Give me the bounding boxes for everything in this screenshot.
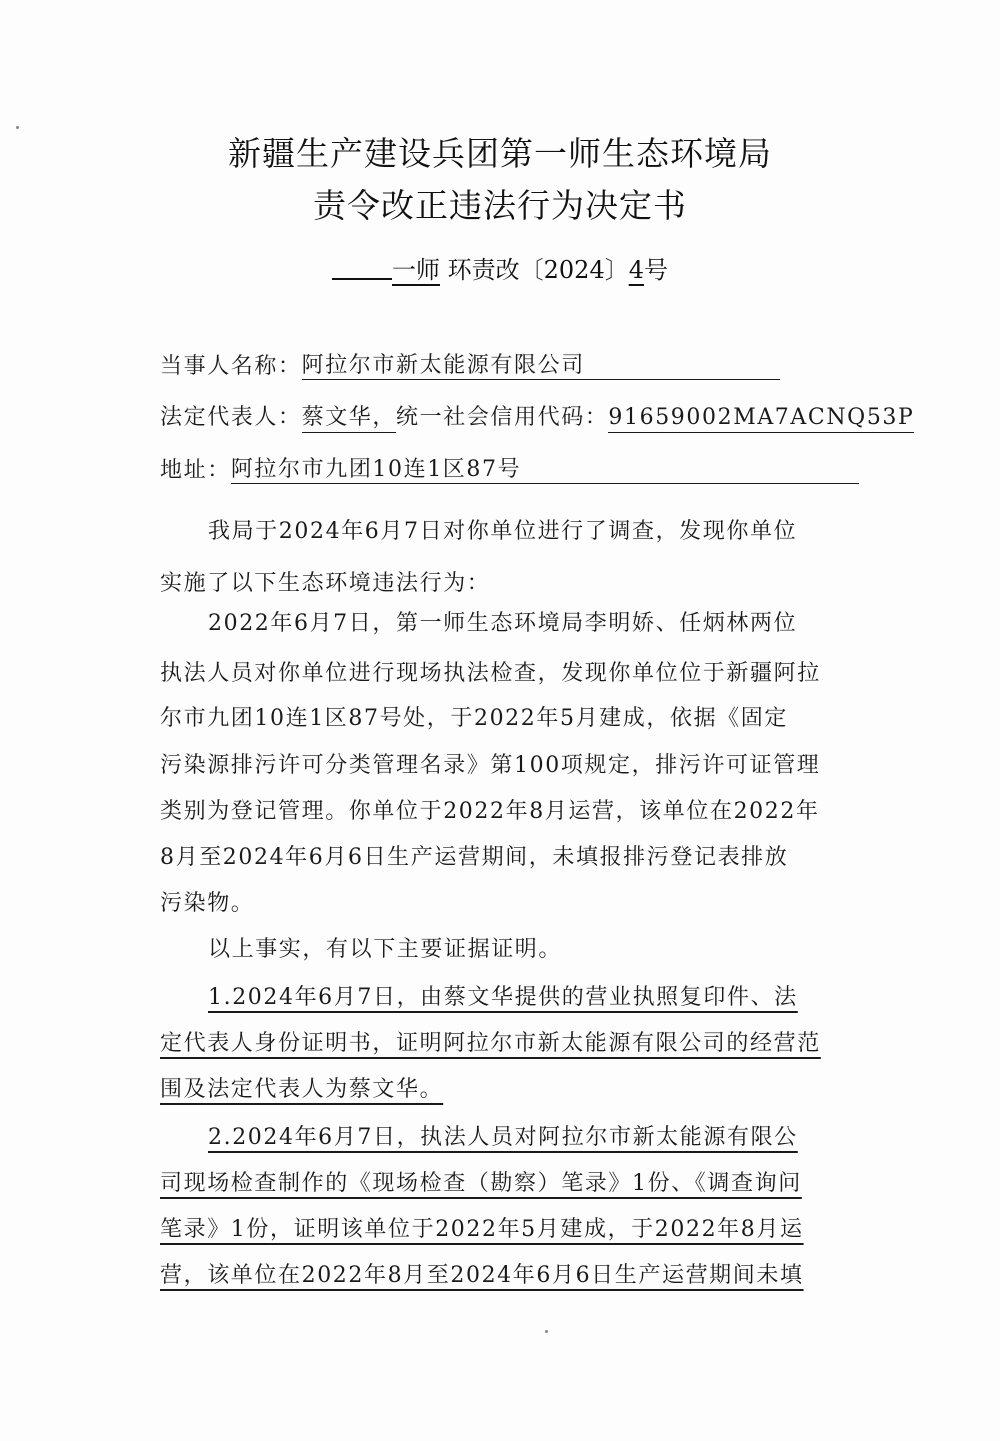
evidence-text: 司现场检查制作的《现场检查（勘察）笔录》1份、《调查询问 <box>160 1171 802 1196</box>
scan-speck <box>545 1330 548 1333</box>
paragraph-line: 污染物。 <box>160 891 255 916</box>
document-number <box>0 250 1000 285</box>
doc-number-suffix: 号 <box>644 256 668 284</box>
doc-number-middle: 环责改〔2024〕 <box>447 256 629 284</box>
party-name-value: 阿拉尔市新太能源有限公司 <box>301 353 585 378</box>
doc-number-num: 4 <box>628 256 644 284</box>
legal-rep-label: 法定代表人： <box>160 405 302 430</box>
address-label: 地址： <box>160 458 231 483</box>
address-value: 阿拉尔市九团10连1区87号 <box>230 457 522 482</box>
evidence-text: 围及法定代表人为蔡文华。 <box>160 1077 444 1102</box>
document-title-line1: 新疆生产建设兵团第一师生态环境局 <box>228 134 772 173</box>
evidence-line <box>160 1258 860 1289</box>
evidence-line <box>160 1026 860 1057</box>
document-title-line2: 责令改正违法行为决定书 <box>313 186 687 225</box>
address-row <box>160 452 860 484</box>
paragraph-line: 2022年6月7日，第一师生态环境局李明娇、任炳林两位 <box>208 611 798 636</box>
evidence-line <box>160 1072 860 1103</box>
party-name-field <box>302 348 780 380</box>
credit-code-label: 统一社会信用代码： <box>396 405 609 430</box>
paragraph-line: 我局于2024年6月7日对你单位进行了调查，发现你单位 <box>208 519 798 544</box>
doc-number-prefix: 一师 <box>392 256 440 284</box>
evidence-line <box>160 1120 908 1151</box>
legal-rep-row <box>160 400 915 431</box>
evidence-text: 营，该单位在2022年8月至2024年6月6日生产运营期间未填 <box>160 1263 804 1288</box>
evidence-line <box>160 1166 860 1197</box>
evidence-text: 定代表人身份证明书，证明阿拉尔市新太能源有限公司的经营范 <box>160 1031 821 1056</box>
evidence-line <box>160 980 908 1011</box>
paragraph-line: 以上事实，有以下主要证据证明。 <box>208 937 563 962</box>
evidence-text: 笔录》1份，证明该单位于2022年5月建成，于2022年8月运 <box>160 1217 804 1242</box>
legal-rep-value: 蔡文华， <box>302 405 396 433</box>
paragraph-line: 污染源排污许可分类管理名录》第100项规定，排污许可证管理 <box>160 753 821 778</box>
address-field <box>231 452 859 484</box>
evidence-line <box>160 1212 860 1243</box>
paragraph-line: 类别为登记管理。你单位于2022年8月运营，该单位在2022年 <box>160 799 820 824</box>
paragraph-line: 实施了以下生态环境违法行为： <box>160 571 491 596</box>
party-name-row <box>160 348 860 380</box>
party-name-label: 当事人名称： <box>160 354 302 379</box>
paragraph-line: 8月至2024年6月6日生产运营期间，未填报排污登记表排放 <box>160 845 789 870</box>
evidence-text: 1.2024年6月7日，由蔡文华提供的营业执照复印件、法 <box>208 985 798 1010</box>
paragraph-line: 执法人员对你单位进行现场执法检查，发现你单位位于新疆阿拉 <box>160 661 821 686</box>
credit-code-value: 91659002MA7ACNQ53P <box>608 405 914 433</box>
doc-number-blank <box>332 256 392 280</box>
paragraph-line: 尔市九团10连1区87号处，于2022年5月建成，依据《固定 <box>160 706 788 731</box>
evidence-text: 2.2024年6月7日，执法人员对阿拉尔市新太能源有限公 <box>208 1125 798 1150</box>
